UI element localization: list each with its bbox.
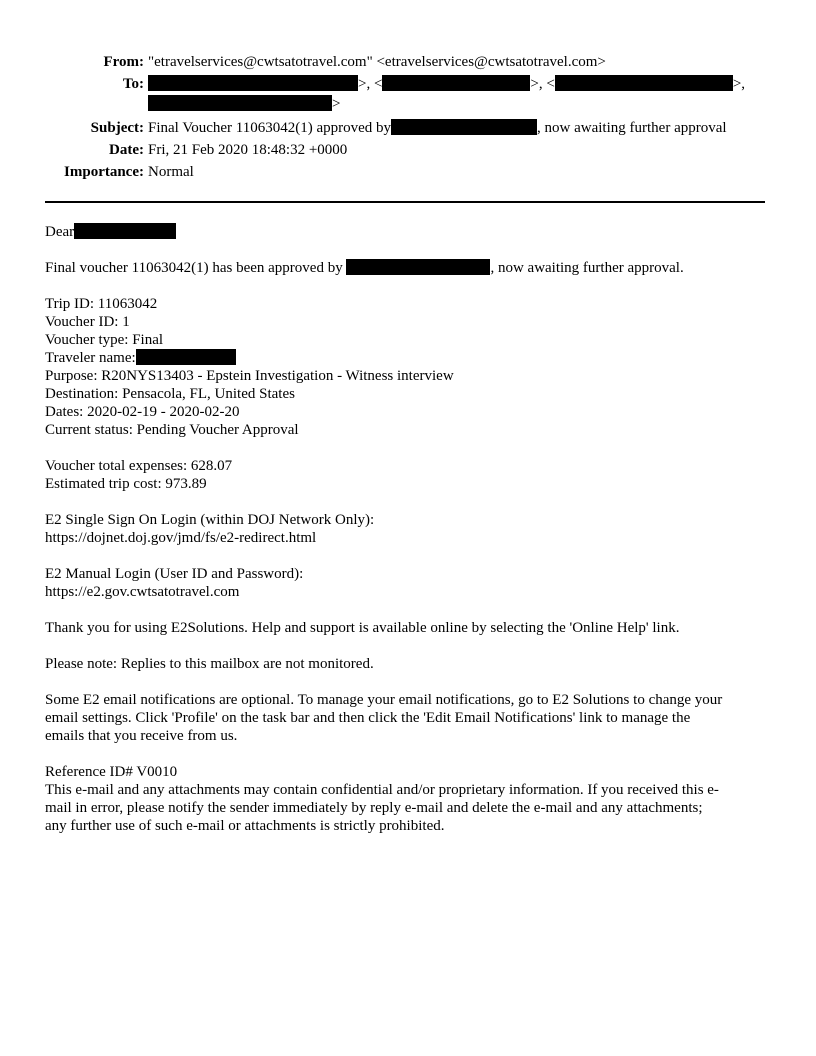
sso-url[interactable]: https://dojnet.doj.gov/jmd/fs/e2-redirect.html (45, 530, 317, 546)
approval-text: Final voucher 11063042(1) has been approved by (45, 260, 347, 276)
disclaimer-text: mail in error, please notify the sender immediately by reply e-mail and delete the e-mail and any attachments; (45, 800, 703, 816)
subject-label: Subject: (90, 120, 144, 136)
cost-details (45, 457, 770, 493)
redaction-box (382, 75, 530, 91)
to-value (148, 75, 745, 93)
sso-login (45, 511, 770, 547)
note-paragraph (45, 655, 770, 673)
traveler-name (45, 349, 770, 367)
manual-login (45, 565, 770, 601)
redaction-box (346, 259, 490, 275)
subject-text-end: , now awaiting further approval (537, 120, 727, 136)
importance-value: Normal (148, 164, 194, 180)
destination: Destination: Pensacola, FL, United States (45, 386, 295, 402)
to-separator: >, (732, 76, 746, 92)
header-divider (45, 201, 765, 203)
from-row (0, 53, 816, 75)
trip-details (45, 295, 770, 439)
redaction-box (555, 75, 733, 91)
note-text: Please note: Replies to this mailbox are not monitored. (45, 656, 374, 672)
thanks-paragraph (45, 619, 770, 637)
subject-value (148, 119, 727, 137)
voucher-id: Voucher ID: 1 (45, 314, 130, 330)
trip-id: Trip ID: 11063042 (45, 296, 158, 312)
disclaimer-text: This e-mail and any attachments may contain confidential and/or proprietary information. If you received this e- (45, 782, 719, 798)
greeting (45, 223, 770, 241)
redaction-box (391, 119, 537, 135)
approval-line (45, 259, 770, 277)
disclaimer-text: any further use of such e-mail or attachments is strictly prohibited. (45, 818, 445, 834)
subject-text: Final Voucher 11063042(1) approved by (148, 120, 392, 136)
importance-row (0, 163, 816, 185)
redaction-box (74, 223, 176, 239)
to-label: To: (122, 76, 144, 92)
optional-text: emails that you receive from us. (45, 728, 238, 744)
greeting-text: Dear (45, 224, 75, 240)
redaction-box (148, 75, 358, 91)
email-header (0, 53, 816, 185)
to-row (0, 75, 816, 119)
optional-text: email settings. Click 'Profile' on the task bar and then click the 'Edit Email Notifications' link to manage the (45, 710, 691, 726)
redaction-box (136, 349, 236, 365)
manual-url[interactable]: https://e2.gov.cwtsatotravel.com (45, 584, 240, 600)
to-separator: >, < (358, 76, 383, 92)
total-expenses: Voucher total expenses: 628.07 (45, 458, 233, 474)
optional-paragraph (45, 691, 770, 745)
date-value: Fri, 21 Feb 2020 18:48:32 +0000 (148, 142, 348, 158)
reference-paragraph (45, 763, 770, 835)
sso-label: E2 Single Sign On Login (within DOJ Network Only): (45, 512, 375, 528)
voucher-type: Voucher type: Final (45, 332, 164, 348)
optional-text: Some E2 email notifications are optional. To manage your email notifications, go to E2 Solutions to change your (45, 692, 723, 708)
approval-text-end: , now awaiting further approval. (490, 260, 684, 276)
current-status: Current status: Pending Voucher Approval (45, 422, 299, 438)
from-value: "etravelservices@cwtsatotravel.com" <etravelservices@cwtsatotravel.com> (148, 54, 606, 70)
reference-id: Reference ID# V0010 (45, 764, 178, 780)
importance-label: Importance: (64, 164, 144, 180)
thanks-text: Thank you for using E2Solutions. Help and support is available online by selecting the 'Online Help' link. (45, 620, 680, 636)
redaction-box (148, 95, 332, 111)
subject-row (0, 119, 816, 141)
purpose: Purpose: R20NYS13403 - Epstein Investigation - Witness interview (45, 368, 454, 384)
manual-label: E2 Manual Login (User ID and Password): (45, 566, 304, 582)
dates: Dates: 2020-02-19 - 2020-02-20 (45, 404, 240, 420)
to-value-line2 (148, 95, 340, 113)
from-label: From: (103, 54, 144, 70)
estimated-cost: Estimated trip cost: 973.89 (45, 476, 207, 492)
traveler-name-label: Traveler name: (45, 350, 136, 366)
email-body (45, 223, 770, 853)
to-separator: > (332, 96, 341, 112)
date-label: Date: (109, 142, 144, 158)
date-row (0, 141, 816, 163)
to-separator: >, < (530, 76, 555, 92)
